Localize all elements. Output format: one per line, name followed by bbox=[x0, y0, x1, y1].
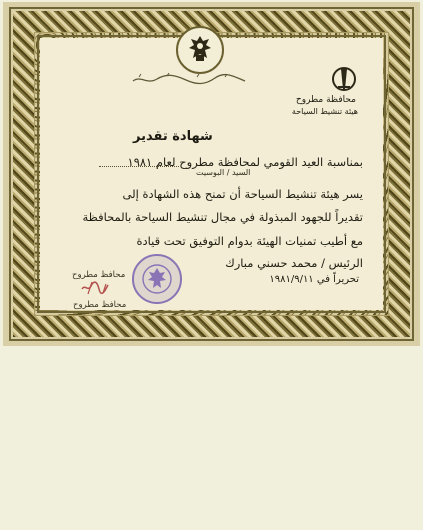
governor-title-note: محافظ مطروح bbox=[73, 300, 127, 310]
basmala-svg bbox=[129, 70, 249, 88]
org-city-label: محافظة مطروح bbox=[295, 95, 356, 105]
appreciation-line: تقديراً للجهود المبذولة في مجال تنشيط السياحة بالمحافظة bbox=[82, 210, 363, 224]
grant-line: يسر هيئة تنشيط السياحة أن تمنح هذه الشهادة إلى bbox=[122, 187, 363, 201]
tourism-logo-icon bbox=[286, 59, 358, 119]
wishes-line: مع أطيب تمنيات الهيئة بدوام التوفيق تحت قيادة bbox=[136, 234, 363, 248]
basmala-text bbox=[129, 70, 249, 88]
org-name-label: هيئة تنشيط السياحة bbox=[291, 107, 358, 116]
certificate bbox=[3, 2, 420, 346]
stamp-svg bbox=[129, 251, 185, 307]
signature-svg bbox=[79, 276, 113, 298]
eagle-emblem-svg bbox=[178, 28, 222, 72]
official-stamp-icon bbox=[129, 251, 185, 307]
governor-signature-label: محافظ مطروح bbox=[72, 270, 126, 280]
recipient-label: السيد / البوسيت bbox=[196, 168, 251, 177]
issue-date: تحريراً في ١٩٨١/٩/١١ bbox=[269, 274, 359, 285]
leadership-line: الرئيس / محمد حسني مبارك bbox=[225, 256, 363, 270]
signature-icon bbox=[79, 276, 113, 298]
occasion-line: بمناسبة العيد القومي لمحافظة مطروح لعام ١٩٨١ bbox=[127, 155, 363, 169]
certificate-title: شهادة تقدير bbox=[133, 129, 213, 144]
recipient-dotted-line bbox=[99, 166, 179, 167]
eagle-emblem-icon bbox=[176, 26, 224, 74]
